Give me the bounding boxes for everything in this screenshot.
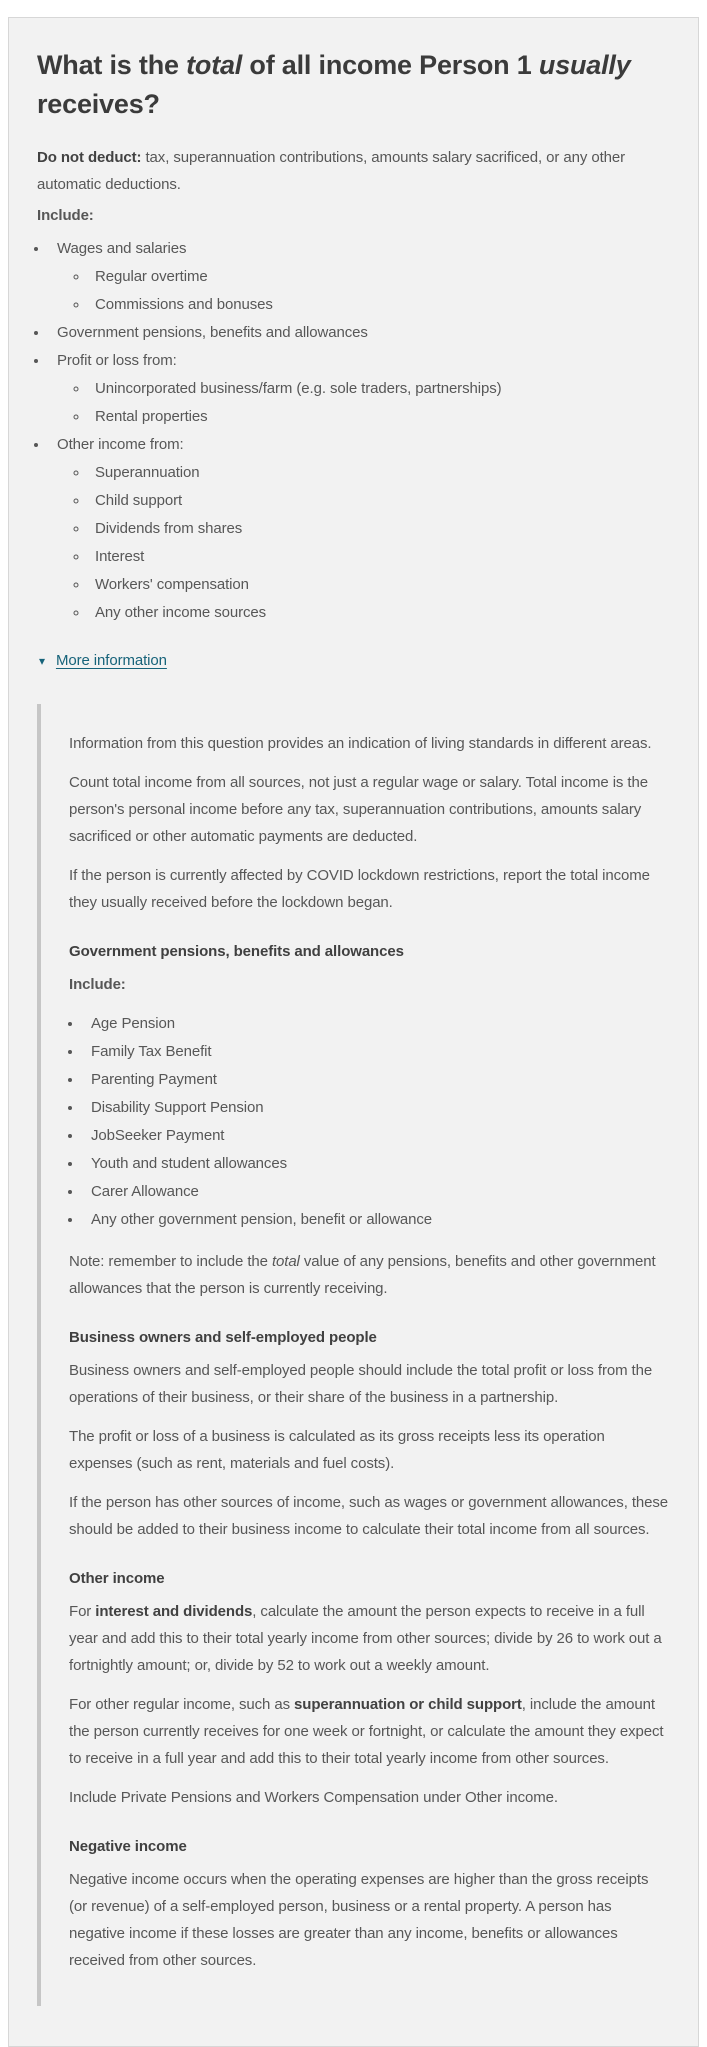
info-paragraph [69, 1598, 670, 1679]
info-paragraph: If the person is currently affected by COVID lockdown restrictions, report the total income they usually received before the lockdown began. [69, 867, 650, 912]
list-item [49, 347, 670, 431]
list-item-label: Profit or loss from: [57, 352, 177, 370]
list-item-label: Any other government pension, benefit or allowance [91, 1211, 433, 1229]
list-item-label: Unincorporated business/farm (e.g. sole traders, partnerships) [95, 380, 502, 398]
list-item-label: Carer Allowance [91, 1183, 199, 1201]
info-paragraph: Count total income from all sources, not just a regular wage or salary. Total income is the person's personal income before any tax, superannuation contributions, amounts salary sacrificed or other automatic payments are deducted. [69, 774, 648, 846]
question-title-emphasis-usually: usually [538, 50, 631, 80]
include-label: Include: [37, 207, 94, 225]
do-not-deduct-paragraph [37, 144, 670, 198]
panel-include-label: Include: [69, 976, 126, 994]
list-item-label: Other income from: [57, 436, 184, 454]
list-item [83, 1150, 670, 1178]
more-information-toggle[interactable] [39, 647, 167, 674]
section-heading-government-pensions: Government pensions, benefits and allowances [69, 943, 404, 961]
question-title [37, 46, 670, 124]
info-paragraph: Information from this question provides an indication of living standards in different areas. [69, 735, 652, 753]
list-item [83, 1066, 670, 1094]
list-item [89, 375, 670, 403]
list-item [89, 543, 670, 571]
list-item [89, 459, 670, 487]
include-sublist [57, 263, 670, 319]
info-paragraph: The profit or loss of a business is calculated as its gross receipts less its operation expenses (such as rent, materials and fuel costs). [69, 1428, 605, 1473]
paragraph-bold-text: interest and dividends [95, 1603, 253, 1621]
list-item [49, 431, 670, 627]
list-item [89, 291, 670, 319]
list-item [49, 235, 670, 319]
paragraph-text: For other regular income, such as [69, 1696, 295, 1714]
include-sublist [57, 459, 670, 627]
list-item-label: Wages and salaries [57, 240, 187, 258]
note-text: Note: remember to include the [69, 1253, 272, 1271]
list-item-label: Regular overtime [95, 268, 208, 286]
list-item [89, 515, 670, 543]
info-paragraph: Negative income occurs when the operating expenses are higher than the gross receipts (or revenue) of a self-employed person, business or a rental property. A person has negative income if these losses are greater than any income, benefits or allowances received from other sources. [69, 1871, 649, 1970]
list-item-label: Government pensions, benefits and allowances [57, 324, 368, 342]
list-item-label: Superannuation [95, 464, 200, 482]
list-item-label: Workers' compensation [95, 576, 249, 594]
list-item [89, 571, 670, 599]
more-information-panel [37, 704, 670, 2006]
question-title-text: receives? [37, 89, 160, 120]
paragraph-bold-text: superannuation or child support [294, 1696, 522, 1714]
list-item [83, 1122, 670, 1150]
paragraph-text: , include the amount the person currently receives for one week or fortnight, or calculate the amount they expect to receive in a full year and add this to their total yearly income from other sources. [69, 1696, 664, 1768]
list-item-label: Family Tax Benefit [91, 1043, 212, 1061]
question-title-text: of all income Person 1 [242, 50, 539, 80]
list-item-label: Youth and student allowances [91, 1155, 287, 1173]
section-heading-other-income: Other income [69, 1570, 165, 1588]
list-item [49, 319, 670, 347]
list-item-label: Dividends from shares [95, 520, 243, 538]
question-title-text: What is the [37, 50, 187, 80]
list-item-label: Rental properties [95, 408, 208, 426]
info-paragraph: Business owners and self-employed people should include the total profit or loss from the operations of their business, or their share of the business in a partnership. [69, 1362, 653, 1407]
list-item-label: Commissions and bonuses [95, 296, 273, 314]
list-item-label: Any other income sources [95, 604, 267, 622]
info-paragraph: If the person has other sources of income, such as wages or government allowances, these should be added to their business income to calculate their total income from all sources. [69, 1494, 669, 1539]
list-item [83, 1038, 670, 1066]
question-card [8, 17, 699, 2047]
list-item-label: Interest [95, 548, 145, 566]
paragraph-text: , calculate the amount the person expects to receive in a full year and add this to their total yearly income from other sources; divide by 26 to work out a fortnightly amount; or, divide by 52 to work out a weekly amount. [69, 1603, 662, 1675]
list-item [83, 1010, 670, 1038]
note-emphasis-total: total [271, 1253, 300, 1271]
list-item [89, 403, 670, 431]
list-item [89, 487, 670, 515]
include-list [37, 235, 670, 627]
note-paragraph [69, 1248, 670, 1302]
note-text: value of any pensions, benefits and other government allowances that the person is currently receiving. [69, 1253, 656, 1298]
list-item [83, 1206, 670, 1234]
list-item-label: Parenting Payment [91, 1071, 217, 1089]
paragraph-text: For [69, 1603, 96, 1621]
triangle-down-icon: ▾ [39, 653, 45, 668]
info-paragraph [69, 1691, 670, 1772]
question-title-emphasis-total: total [186, 50, 243, 80]
info-paragraph: Include Private Pensions and Workers Compensation under Other income. [69, 1789, 558, 1807]
list-item-label: Age Pension [91, 1015, 175, 1033]
include-sublist [57, 375, 670, 431]
section-heading-negative-income: Negative income [69, 1838, 187, 1856]
do-not-deduct-label: Do not deduct: [37, 149, 142, 167]
do-not-deduct-text: tax, superannuation contributions, amounts salary sacrificed, or any other automatic deductions. [37, 149, 626, 194]
list-item-label: JobSeeker Payment [91, 1127, 225, 1145]
list-item [89, 263, 670, 291]
list-item-label: Child support [95, 492, 183, 510]
list-item [83, 1178, 670, 1206]
list-item [89, 599, 670, 627]
section-heading-business-owners: Business owners and self-employed people [69, 1329, 377, 1347]
more-information-label: More information [55, 652, 167, 670]
government-benefits-list [69, 1010, 670, 1234]
list-item [83, 1094, 670, 1122]
list-item-label: Disability Support Pension [91, 1099, 264, 1117]
